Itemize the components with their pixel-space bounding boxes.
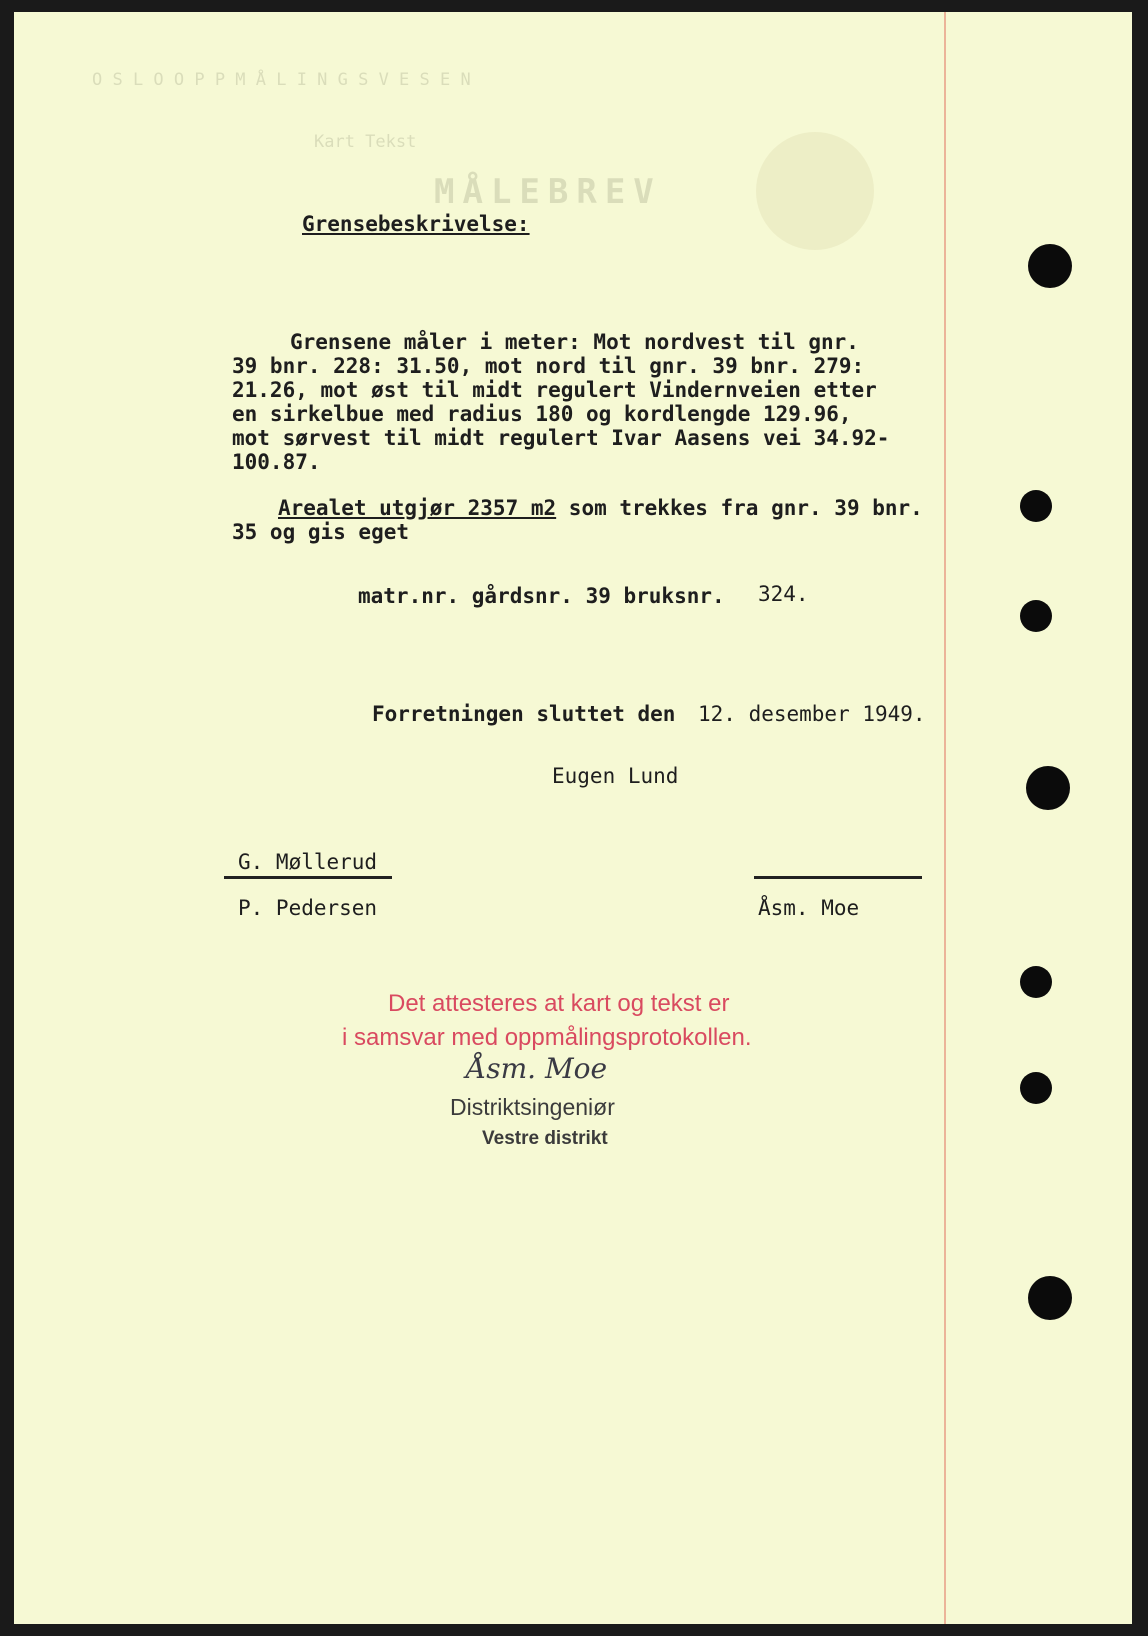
signatory-right: Åsm. Moe [758,896,860,920]
bleed-through-title: MÅLEBREV [434,172,662,212]
signatory-left: G. Møllerud [238,850,378,874]
punch-hole [1028,1276,1072,1320]
signatory-center: Eugen Lund [552,764,679,788]
signatory-left-below: P. Pedersen [238,896,378,920]
boundary-line: mot sørvest til midt regulert Ivar Aasens vei 34.92- [232,426,890,450]
bleed-through-subheader: Kart Tekst [314,132,417,152]
bleed-through-seal [756,132,874,250]
conclusion-date: 12. desember 1949. [698,702,926,726]
punch-hole [1028,244,1072,288]
attestation-line-1: Det attesteres at kart og tekst er [388,990,730,1017]
attestation-line-2: i samsvar med oppmålingsprotokollen. [342,1024,752,1051]
punch-hole [1020,490,1052,522]
margin-rule [944,12,946,1624]
bleed-through-header: O S L O O P P M Å L I N G S V E S E N [92,70,471,90]
punch-hole [1020,600,1052,632]
matrikkel-label: matr.nr. gårdsnr. 39 bruksnr. [358,584,725,608]
handwritten-signature: Åsm. Moe [466,1052,608,1085]
conclusion-label: Forretningen sluttet den [372,702,676,726]
area-statement [278,496,923,520]
signature-line [224,876,392,879]
punch-hole [1026,766,1070,810]
area-rest: som trekkes fra gnr. 39 bnr. [556,496,923,520]
area-value: Arealet utgjør 2357 m2 [278,496,557,520]
matrikkel-number: 324. [758,582,809,606]
boundary-line: 100.87. [232,450,321,474]
boundary-line: en sirkelbue med radius 180 og kordlengde 129.96, [232,402,852,426]
engineer-title: Distriktsingeniør [450,1094,615,1120]
area-statement-cont: 35 og gis eget [232,520,410,544]
boundary-line: Grensene måler i meter: Mot nordvest til gnr. [290,330,859,354]
boundary-line: 39 bnr. 228: 31.50, mot nord til gnr. 39 bnr. 279: [232,354,865,378]
signature-line [754,876,922,879]
boundary-line: 21.26, mot øst til midt regulert Vindernveien etter [232,378,877,402]
section-heading: Grensebeskrivelse: [302,212,530,236]
district-name: Vestre distrikt [482,1128,608,1149]
document-page [14,12,1132,1624]
boundary-description [232,330,932,474]
punch-hole [1020,1072,1052,1104]
punch-hole [1020,966,1052,998]
